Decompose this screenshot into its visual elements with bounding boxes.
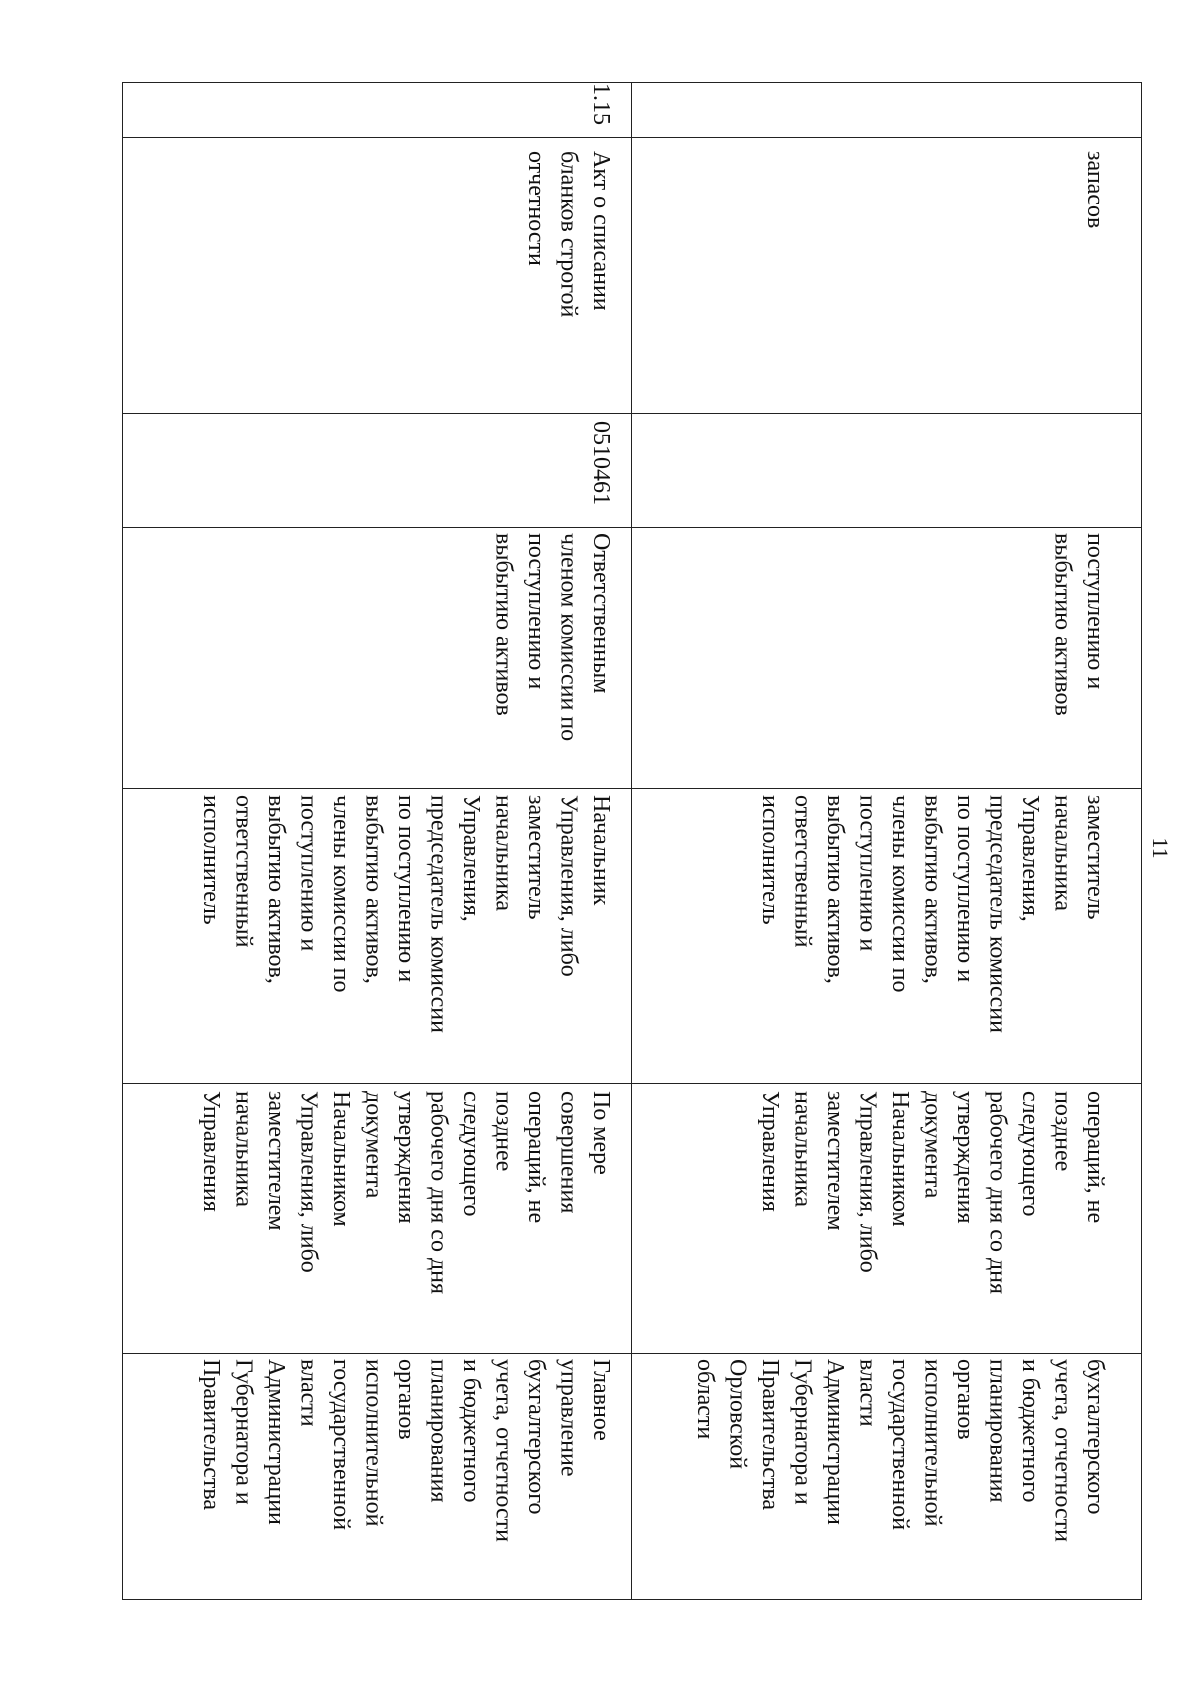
row-2-deadline: По мере совершения операций, не позднее следующего рабочего дня со дня утверждения документа Начальником Управления, либо заместителем начальника Управления bbox=[198, 1091, 614, 1295]
document-table bbox=[122, 82, 1142, 1600]
row-1-name: запасов bbox=[1082, 151, 1108, 229]
row-1-deadline: операций, не позднее следующего рабочего дня со дня утверждения документа Начальником Управления, либо заместителем начальника Управления bbox=[757, 1091, 1108, 1295]
row-2-name: Акт о списании бланков строгой отчетности bbox=[523, 151, 614, 318]
column-divider bbox=[123, 788, 1141, 789]
row-2-code: 0510461 bbox=[588, 421, 614, 505]
row-1-recipient: бухгалтерского учета, отчетности и бюджетного планирования органов исполнительной государственной власти Администрации Губернатора и Правительства Орловской области bbox=[692, 1359, 1108, 1542]
row-divider bbox=[631, 83, 632, 1599]
row-1-signatories: заместитель начальника Управления, председатель комиссии по поступлению и выбытию активов, члены комиссии по поступлению и выбытию активов, ответственный исполнитель bbox=[757, 795, 1108, 1033]
column-divider bbox=[123, 413, 1141, 414]
page-number: 11 bbox=[1148, 837, 1173, 859]
column-divider bbox=[123, 527, 1141, 528]
column-divider bbox=[123, 1083, 1141, 1084]
row-2-executor: Ответственным членом комиссии по поступлению и выбытию активов bbox=[490, 533, 614, 742]
column-divider bbox=[123, 137, 1141, 138]
column-divider bbox=[123, 1353, 1141, 1354]
row-2-signatories: Начальник Управления, либо заместитель начальника Управления, председатель комиссии по поступлению и выбытию активов, члены комиссии по поступлению и выбытию активов, ответственный исполнитель bbox=[198, 795, 614, 1033]
row-2-number: 1.15 bbox=[588, 83, 614, 125]
row-1-executor: поступлению и выбытию активов bbox=[1049, 533, 1108, 716]
row-2-recipient: Главное управление бухгалтерского учета, отчетности и бюджетного планирования органов исполнительной государственной власти Администрации Губернатора и Правительства bbox=[198, 1359, 614, 1542]
